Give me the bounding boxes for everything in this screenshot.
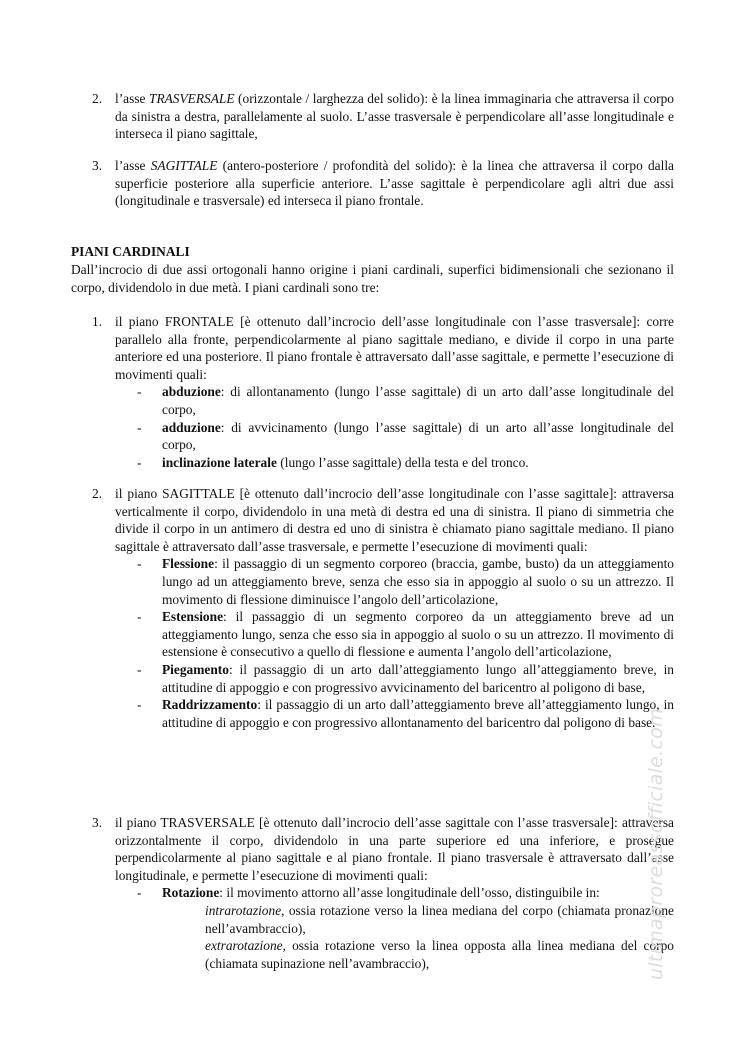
sub-term: adduzione	[162, 419, 221, 435]
sub-item: - Raddrizzamento: il passaggio di un arto dall’atteggiamento breve all’atteggiamento lungo, in attitudine di appoggio e con progressivo allontanamento del baricentro dal poligono di base.	[137, 697, 674, 730]
sub-text: : il passaggio di un segmento corporeo (braccia, gambe, busto) da un atteggiamento lungo ad un atteggiamento breve, senza che esso sia in appoggio al suolo o su un attrezzo. Il movimento di flessione diminuisce l’angolo dell’articolazione,	[162, 556, 674, 607]
list-text-pre: l’asse	[115, 91, 149, 106]
sub-list	[137, 555, 674, 731]
sub-list	[137, 884, 674, 902]
sub-term: inclinazione laterale	[162, 454, 277, 470]
indented-text: , ossia rotazione verso la linea opposta alla linea mediana del corpo (chiamata supinazione nell’avambraccio),	[205, 938, 674, 971]
sub-term: Flessione	[162, 556, 215, 572]
section-heading: PIANI CARDINALI	[71, 244, 190, 259]
sub-list	[137, 383, 674, 471]
sub-item: - abduzione: di allontanamento (lungo l’asse sagittale) di un arto dall’asse longitudinale del corpo,	[137, 384, 674, 417]
sub-text: : di allontanamento (lungo l’asse sagittale) di un arto dall’asse longitudinale del corpo,	[162, 384, 674, 417]
sub-term: Raddrizzamento	[162, 697, 258, 713]
indented-list	[205, 902, 674, 972]
sub-term: Rotazione	[162, 885, 220, 901]
list-item-piano-sagittale	[92, 485, 674, 731]
list-text-post: (antero-posteriore / profondità del solido): è la linea che attraversa il corpo dalla superficie posteriore alla superficie anteriore. L’asse sagittale è perpendicolare agli altri due assi (longitudinale e trasversale) ed interseca il piano frontale.	[115, 158, 674, 209]
list-number: 2.	[92, 486, 103, 501]
list-text: il piano FRONTALE [è ottenuto dall’incrocio dell’asse longitudinale con l’asse trasversale]: corre parallelo alla fronte, perpendicolarmente al piano sagittale mediano, e divide il corpo in una parte anteriore ed una posteriore. Il piano frontale è attraversato dall’asse sagittale, e permette l’esecuzione di movimenti quali:	[115, 314, 674, 382]
section-intro: Dall’incrocio di due assi ortogonali hanno origine i piani cardinali, superfici bidimensionali che sezionano il corpo, dividendolo in due metà. I piani cardinali sono tre:	[71, 262, 674, 295]
sub-item: - Piegamento: il passaggio di un arto dall’atteggiamento lungo all’atteggiamento breve, in attitudine di appoggio e con progressivo avvicinamento del baricentro al poligono di base,	[137, 661, 674, 695]
list-number: 2.	[92, 91, 103, 106]
watermark: ultimaproreassofficiale.com	[645, 708, 667, 980]
list-term: SAGITTALE	[150, 158, 218, 173]
sub-term: Estensione	[162, 609, 224, 625]
sub-item: - Flessione: il passaggio di un segmento corporeo (braccia, gambe, busto) da un atteggiamento lungo ad un atteggiamento breve, senza che esso sia in appoggio al suolo o su un attrezzo. Il movimento di flessione diminuisce l’angolo dell’articolazione,	[137, 556, 674, 607]
indented-item	[205, 902, 674, 937]
list-number: 1.	[92, 314, 103, 329]
list-text-post: (orizzontale / larghezza del solido): è la linea immaginaria che attraversa il corpo da sinistra a destra, parallelamente al suolo. L’asse trasversale è perpendicolare all’asse longitudinale e interseca il piano sagittale,	[115, 91, 674, 142]
list-item-piano-frontale	[92, 313, 674, 471]
sub-term: Piegamento	[162, 661, 229, 677]
list-text: il piano SAGITTALE [è ottenuto dall’incrocio dell’asse longitudinale con l’asse sagittale]: attraversa verticalmente il corpo, dividendolo in una metà di destra ed una di sinistra. Il piano di simmetria che divide il corpo in un antimero di destra ed uno di sinistra è chiamato piano sagittale mediano. Il piano sagittale è attraversato dall’asse trasversale, e permette l’esecuzione di movimenti quali:	[115, 486, 674, 554]
indented-item	[205, 937, 674, 972]
sub-text: (lungo l’asse sagittale) della testa e del tronco.	[276, 454, 529, 470]
sub-text: : di avvicinamento (lungo l’asse sagittale) di un arto all’asse longitudinale del corpo,	[162, 419, 674, 453]
list-text: il piano TRASVERSALE [è ottenuto dall’incrocio dell’asse sagittale con l’asse trasversale]: attraversa orizzontalmente il corpo, dividendolo in una parte superiore ed una inferiore, e prosegue perpendicolarmente al piano sagittale e al piano frontale. Il piano trasversale è attraversato dall’asse longitudinale, e permette l’esecuzione di movimenti quali:	[115, 815, 674, 883]
sub-text: : il movimento attorno all’asse longitudinale dell’osso, distinguibile in:	[219, 885, 600, 901]
list-term: TRASVERSALE	[149, 91, 235, 106]
sub-term: abduzione	[162, 384, 221, 400]
list-item-asse-trasversale	[92, 90, 674, 143]
indented-term: extrarotazione	[205, 938, 283, 954]
sub-text: : il passaggio di un segmento corporeo da un atteggiamento breve ad un atteggiamento lungo, senza che esso sia in appoggio al suolo o su un attrezzo. Il movimento di estensione è consecutivo a quello di flessione e aumenta l’angolo dell’articolazione,	[162, 609, 674, 660]
sub-item: - inclinazione laterale (lungo l’asse sagittale) della testa e del tronco.	[137, 454, 529, 470]
indented-text: , ossia rotazione verso la linea mediana del corpo (chiamata pronazione nell’avambraccio),	[205, 902, 674, 936]
indented-term: intrarotazione	[205, 902, 282, 918]
sub-item: - Rotazione: il movimento attorno all’asse longitudinale dell’osso, distinguibile in:	[137, 885, 600, 901]
list-item-asse-sagittale	[92, 157, 674, 210]
list-number: 3.	[92, 815, 103, 830]
sub-item: - adduzione: di avvicinamento (lungo l’asse sagittale) di un arto all’asse longitudinale del corpo,	[137, 419, 674, 453]
list-number: 3.	[92, 158, 103, 173]
list-text-pre: l’asse	[115, 158, 151, 173]
sub-text: : il passaggio di un arto dall’atteggiamento lungo all’atteggiamento breve, in attitudine di appoggio e con progressivo avvicinamento del baricentro al poligono di base,	[162, 661, 674, 695]
list-item-piano-trasversale	[92, 814, 674, 972]
sub-item: - Estensione: il passaggio di un segmento corporeo da un atteggiamento breve ad un atteggiamento lungo, senza che esso sia in appoggio al suolo o su un attrezzo. Il movimento di estensione è consecutivo a quello di flessione e aumenta l’angolo dell’articolazione,	[137, 609, 674, 660]
sub-text: : il passaggio di un arto dall’atteggiamento breve all’atteggiamento lungo, in attitudine di appoggio e con progressivo allontanamento del baricentro dal poligono di base.	[162, 697, 674, 730]
